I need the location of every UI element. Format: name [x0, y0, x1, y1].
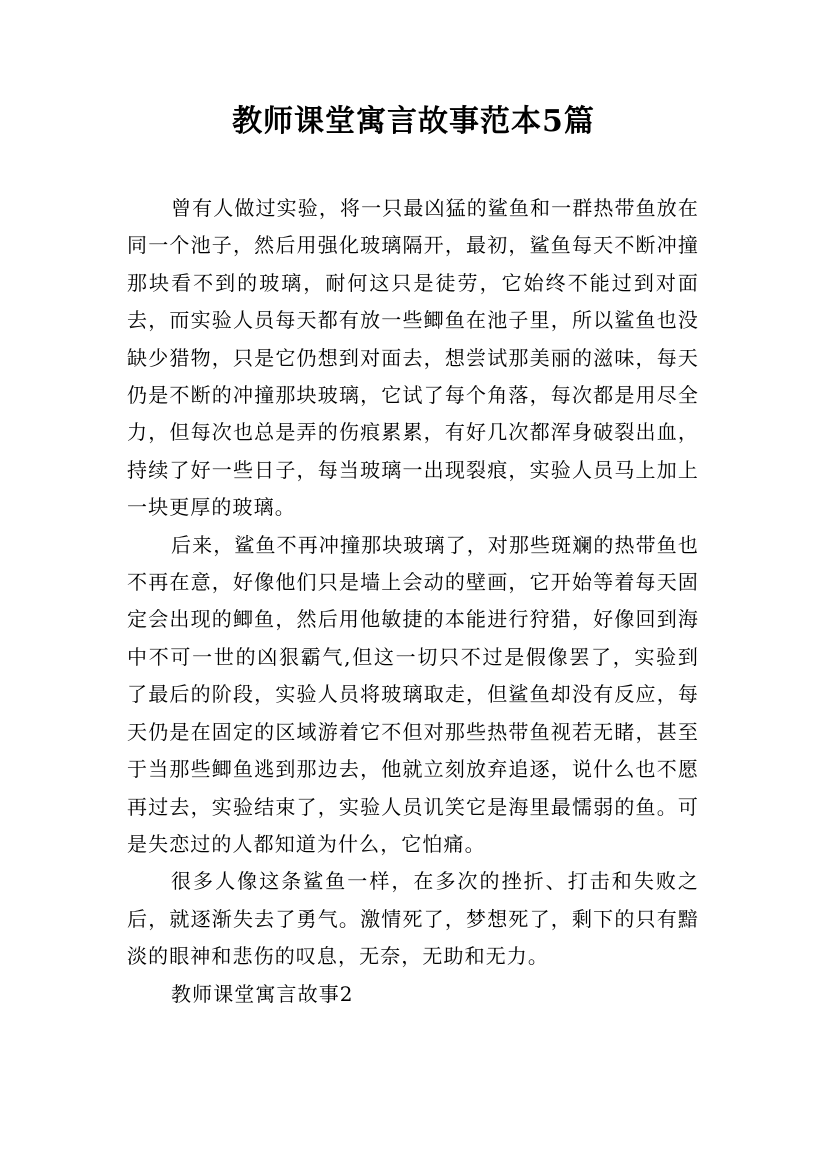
- paragraph-3: 很多人像这条鲨鱼一样，在多次的挫折、打击和失败之后，就逐渐失去了勇气。激情死了，梦想死了，剩下的只有黯淡的眼神和悲伤的叹息，无奈，无助和无力。: [127, 869, 699, 969]
- document-body: [127, 190, 699, 1013]
- document-title: 教师课堂寓言故事范本5篇: [232, 104, 595, 139]
- paragraph-2: 后来，鲨鱼不再冲撞那块玻璃了，对那些斑斓的热带鱼也不再在意，好像他们只是墙上会动的壁画，它开始等着每天固定会出现的鲫鱼，然后用他敏捷的本能进行狩猎，好像回到海中不可一世的凶狠霸气,但这一切只不过是假像罢了，实验到了最后的阶段，实验人员将玻璃取走，但鲨鱼却没有反应，每天仍是在固定的区域游着它不但对那些热带鱼视若无睹，甚至于当那些鲫鱼逃到那边去，他就立刻放弃追逐，说什么也不愿再过去，实验结束了，实验人员讥笑它是海里最懦弱的鱼。可是失恋过的人都知道为什么，它怕痛。: [127, 532, 699, 856]
- paragraph-1: 曾有人做过实验，将一只最凶猛的鲨鱼和一群热带鱼放在同一个池子，然后用强化玻璃隔开，最初，鲨鱼每天不断冲撞那块看不到的玻璃，耐何这只是徒劳，它始终不能过到对面去，而实验人员每天都有放一些鲫鱼在池子里，所以鲨鱼也没缺少猎物，只是它仍想到对面去，想尝试那美丽的滋味，每天仍是不断的冲撞那块玻璃，它试了每个角落，每次都是用尽全力，但每次也总是弄的伤痕累累，有好几次都浑身破裂出血，持续了好一些日子，每当玻璃一出现裂痕，实验人员马上加上一块更厚的玻璃。: [127, 196, 699, 520]
- section-subheading: 教师课堂寓言故事2: [171, 981, 354, 1006]
